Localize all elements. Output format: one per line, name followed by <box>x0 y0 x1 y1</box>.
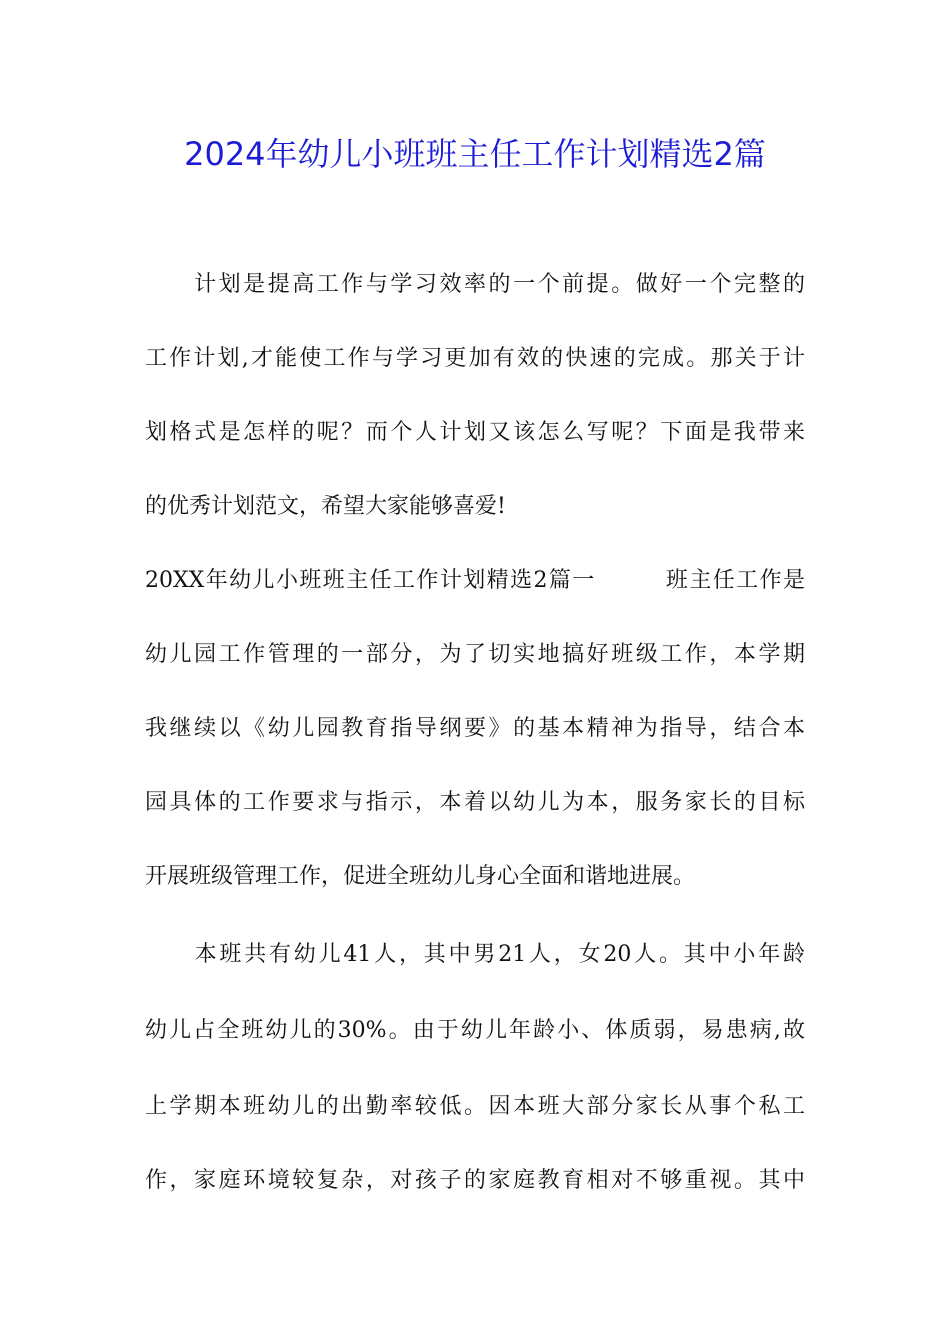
paragraph-line: 园具体的工作要求与指示，本着以幼儿为本，服务家长的目标 <box>145 790 805 815</box>
paragraph-line: 计划是提高工作与学习效率的一个前提。做好一个完整的 <box>145 272 805 297</box>
document-title: 2024年幼儿小班班主任工作计划精选2篇 <box>184 135 766 173</box>
paragraph-line: 工作计划,才能使工作与学习更加有效的快速的完成。那关于计 <box>145 346 805 371</box>
paragraph-line: 本班共有幼儿41人，其中男21人，女20人。其中小年龄 <box>145 942 805 967</box>
paragraph-line: 的优秀计划范文，希望大家能够喜爱! <box>145 494 506 519</box>
paragraph-line: 20XX年幼儿小班班主任工作计划精选2篇一 班主任工作是 <box>145 568 805 593</box>
paragraph-line: 上学期本班幼儿的出勤率较低。因本班大部分家长从事个私工 <box>145 1094 805 1119</box>
paragraph-line: 作，家庭环境较复杂，对孩子的家庭教育相对不够重视。其中 <box>145 1168 805 1193</box>
paragraph-line: 划格式是怎样的呢？而个人计划又该怎么写呢？下面是我带来 <box>145 420 805 445</box>
paragraph-line: 幼儿占全班幼儿的30%。由于幼儿年龄小、体质弱，易患病,故 <box>145 1018 805 1043</box>
paragraph-line: 开展班级管理工作，促进全班幼儿身心全面和谐地进展。 <box>145 864 696 889</box>
paragraph-line: 我继续以《幼儿园教育指导纲要》的基本精神为指导，结合本 <box>145 716 805 741</box>
paragraph-line: 幼儿园工作管理的一部分，为了切实地搞好班级工作，本学期 <box>145 642 805 667</box>
